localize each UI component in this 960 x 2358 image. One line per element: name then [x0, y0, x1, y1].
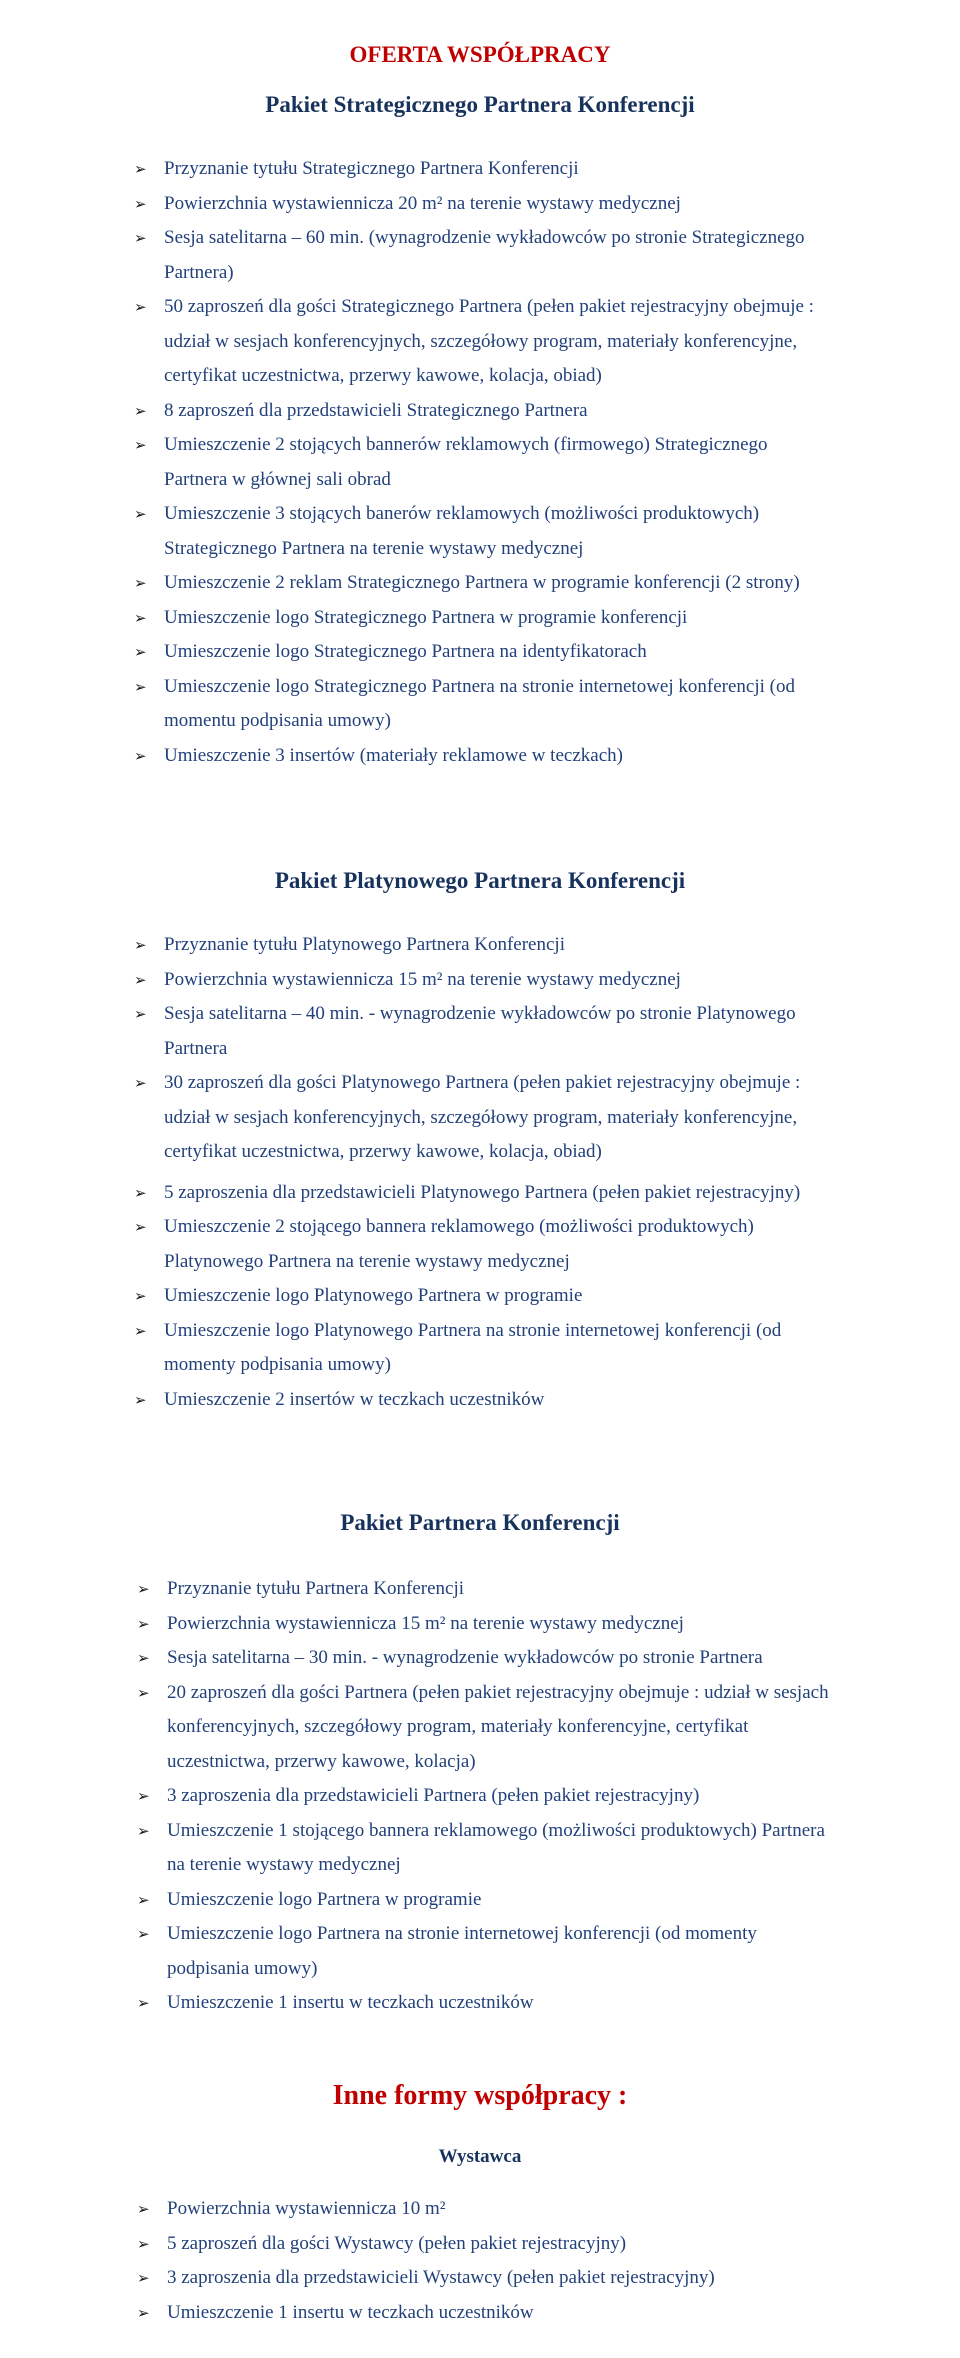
list-item	[134, 1314, 834, 1383]
list-item	[134, 601, 834, 636]
other-forms-title: Inne formy współpracy :	[332, 2080, 628, 2111]
list-item-text: Umieszczenie 1 stojącego bannera reklamowego (możliwości produktowych) Partnera na terenie wystawy medycznej	[167, 1819, 825, 1875]
arrow-bullet-icon: ➢	[137, 1649, 150, 1667]
list-item-text: Umieszczenie logo Strategicznego Partnera w programie konferencji	[164, 606, 688, 628]
list-item	[137, 1607, 837, 1642]
arrow-bullet-icon: ➢	[137, 2303, 150, 2322]
arrow-bullet-icon: ➢	[134, 643, 147, 661]
list-item-text: Przyznanie tytułu Platynowego Partnera Konferencji	[164, 934, 565, 955]
arrow-bullet-icon: ➢	[137, 2234, 150, 2253]
arrow-bullet-icon: ➢	[137, 2200, 150, 2218]
list-item	[137, 1814, 837, 1883]
list-item-text: Umieszczenie logo Platynowego Partnera w programie	[164, 1285, 583, 1306]
arrow-bullet-icon: ➢	[134, 401, 147, 420]
list-item-text: Umieszczenie logo Strategicznego Partnera na identyfikatorach	[164, 641, 647, 662]
list-item	[134, 928, 834, 963]
arrow-bullet-icon: ➢	[134, 677, 147, 696]
list-strategic	[134, 152, 834, 773]
list-item-text: Przyznanie tytułu Partnera Konferencji	[167, 1578, 465, 1599]
list-item	[134, 497, 834, 566]
list-item	[134, 1210, 834, 1279]
list-item-text: 5 zaproszenia dla przedstawicieli Platynowego Partnera (pełen pakiet rejestracyjny)	[164, 1181, 801, 1203]
list-item	[134, 635, 834, 670]
arrow-bullet-icon: ➢	[134, 1218, 147, 1236]
section-title-platinum: Pakiet Platynowego Partnera Konferencji	[274, 868, 686, 893]
list-item-text: 8 zaproszeń dla przedstawicieli Strategicznego Partnera	[164, 399, 588, 421]
list-item	[134, 997, 834, 1066]
list-item	[137, 2192, 837, 2227]
arrow-bullet-icon: ➢	[134, 1183, 147, 1202]
arrow-bullet-icon: ➢	[134, 1390, 147, 1409]
exhibitor-subtitle: Wystawca	[438, 2146, 522, 2167]
document-title: OFERTA WSPÓŁPRACY	[349, 42, 611, 67]
arrow-bullet-icon: ➢	[134, 229, 147, 247]
list-item-text: Powierzchnia wystawiennicza 15 m² na terenie wystawy medycznej	[167, 1612, 684, 1634]
list-item-text: Umieszczenie logo Partnera w programie	[167, 1888, 482, 1910]
arrow-bullet-icon: ➢	[134, 194, 147, 213]
arrow-bullet-icon: ➢	[134, 574, 147, 592]
list-item-text: Umieszczenie 2 stojącego bannera reklamowego (możliwości produktowych) Platynowego Partnera na terenie wystawy medycznej	[164, 1216, 754, 1272]
list-item	[134, 566, 834, 601]
list-platinum	[134, 928, 834, 1417]
arrow-bullet-icon: ➢	[134, 936, 147, 954]
arrow-bullet-icon: ➢	[134, 436, 147, 454]
list-partner	[137, 1572, 837, 2021]
arrow-bullet-icon: ➢	[137, 2269, 150, 2287]
list-item	[137, 1883, 837, 1918]
arrow-bullet-icon: ➢	[134, 1005, 147, 1023]
list-item	[134, 1383, 834, 1418]
list-item-text: 20 zaproszeń dla gości Partnera (pełen pakiet rejestracyjny obejmuje : udział w sesjach konferencyjnych, szczegółowy program, materiały konferencyjne, certyfikat uczestnictwa, przerwy kawowe, kolacja)	[167, 1681, 829, 1772]
arrow-bullet-icon: ➢	[134, 1074, 147, 1092]
list-item	[137, 1676, 837, 1780]
list-item	[137, 2261, 837, 2296]
list-item-text: Umieszczenie 3 stojących banerów reklamowych (możliwości produktowych) Strategicznego Partnera na terenie wystawy medycznej	[164, 503, 760, 559]
arrow-bullet-icon: ➢	[137, 1890, 150, 1909]
list-item	[137, 1779, 837, 1814]
section-title-strategic: Pakiet Strategicznego Partnera Konferencji	[265, 92, 695, 117]
list-item	[137, 2227, 837, 2262]
arrow-bullet-icon: ➢	[134, 160, 147, 178]
list-item	[134, 394, 834, 429]
arrow-bullet-icon: ➢	[137, 1925, 150, 1943]
list-item-text: Umieszczenie 1 insertu w teczkach uczestników	[167, 1992, 534, 2013]
list-item	[134, 187, 834, 222]
list-item-text: Sesja satelitarna – 60 min. (wynagrodzenie wykładowców po stronie Strategicznego Partnera)	[164, 227, 805, 283]
arrow-bullet-icon: ➢	[137, 1994, 150, 2012]
list-item-text: Powierzchnia wystawiennicza 20 m² na terenie wystawy medycznej	[164, 192, 681, 214]
list-item-text: 3 zaproszenia dla przedstawicieli Partnera (pełen pakiet rejestracyjny)	[167, 1785, 700, 1806]
list-item-text: Przyznanie tytułu Strategicznego Partnera Konferencji	[164, 158, 579, 179]
list-item	[134, 1176, 834, 1211]
list-item-text: 5 zaproszeń dla gości Wystawcy (pełen pakiet rejestracyjny)	[167, 2232, 627, 2254]
list-item	[134, 963, 834, 998]
arrow-bullet-icon: ➢	[134, 298, 147, 316]
list-item-text: Powierzchnia wystawiennicza 15 m² na terenie wystawy medycznej	[164, 968, 681, 990]
list-item-text: Umieszczenie 2 reklam Strategicznego Partnera w programie konferencji (2 strony)	[164, 572, 800, 593]
list-item	[137, 1572, 837, 1607]
list-item-text: 30 zaproszeń dla gości Platynowego Partnera (pełen pakiet rejestracyjny obejmuje : udział w sesjach konferencyjnych, szczegółowy program, materiały konferencyjne, certyfikat uczestnictwa, przerwy kawowe, kolacja, obiad)	[164, 1072, 801, 1162]
list-item	[134, 152, 834, 187]
list-item-text: Umieszczenie 1 insertu w teczkach uczestników	[167, 2301, 534, 2323]
list-item	[137, 2296, 837, 2331]
list-item	[137, 1641, 837, 1676]
list-item	[137, 1986, 837, 2021]
arrow-bullet-icon: ➢	[134, 746, 147, 765]
arrow-bullet-icon: ➢	[134, 970, 147, 989]
list-exhibitor	[137, 2192, 837, 2330]
list-item-text: Umieszczenie logo Partnera na stronie internetowej konferencji (od momenty podpisania umowy)	[167, 1923, 757, 1979]
list-item	[134, 1279, 834, 1314]
list-item	[134, 670, 834, 739]
arrow-bullet-icon: ➢	[137, 1787, 150, 1805]
list-item-text: 3 zaproszenia dla przedstawicieli Wystawcy (pełen pakiet rejestracyjny)	[167, 2267, 715, 2288]
list-item	[134, 1066, 834, 1170]
arrow-bullet-icon: ➢	[134, 1321, 147, 1340]
list-item-text: Umieszczenie 2 stojących bannerów reklamowych (firmowego) Strategicznego Partnera w głównej sali obrad	[164, 434, 768, 490]
list-item	[134, 739, 834, 774]
arrow-bullet-icon: ➢	[134, 505, 147, 523]
list-item-text: Umieszczenie logo Strategicznego Partnera na stronie internetowej konferencji (od momentu podpisania umowy)	[164, 675, 795, 731]
section-title-partner: Pakiet Partnera Konferencji	[340, 1510, 620, 1535]
list-item-text: Umieszczenie 2 insertów w teczkach uczestników	[164, 1388, 545, 1410]
list-item-text: Umieszczenie logo Platynowego Partnera na stronie internetowej konferencji (od momenty podpisania umowy)	[164, 1319, 782, 1375]
arrow-bullet-icon: ➢	[137, 1580, 150, 1598]
arrow-bullet-icon: ➢	[137, 1614, 150, 1633]
list-item-text: Sesja satelitarna – 30 min. - wynagrodzenie wykładowców po stronie Partnera	[167, 1647, 763, 1668]
list-item	[134, 221, 834, 290]
arrow-bullet-icon: ➢	[137, 1683, 150, 1702]
list-item-text: Powierzchnia wystawiennicza 10 m²	[167, 2198, 446, 2219]
list-item	[137, 1917, 837, 1986]
list-item	[134, 290, 834, 394]
list-item-text: 50 zaproszeń dla gości Strategicznego Partnera (pełen pakiet rejestracyjny obejmuje : udział w sesjach konferencyjnych, szczegółowy program, materiały konferencyjne, certyfikat uczestnictwa, przerwy kawowe, kolacja, obiad)	[164, 296, 814, 386]
list-item-text: Umieszczenie 3 insertów (materiały reklamowe w teczkach)	[164, 744, 623, 766]
list-item	[134, 428, 834, 497]
list-item-text: Sesja satelitarna – 40 min. - wynagrodzenie wykładowców po stronie Platynowego Partnera	[164, 1003, 796, 1059]
arrow-bullet-icon: ➢	[137, 1821, 150, 1840]
arrow-bullet-icon: ➢	[134, 608, 147, 627]
arrow-bullet-icon: ➢	[134, 1287, 147, 1305]
